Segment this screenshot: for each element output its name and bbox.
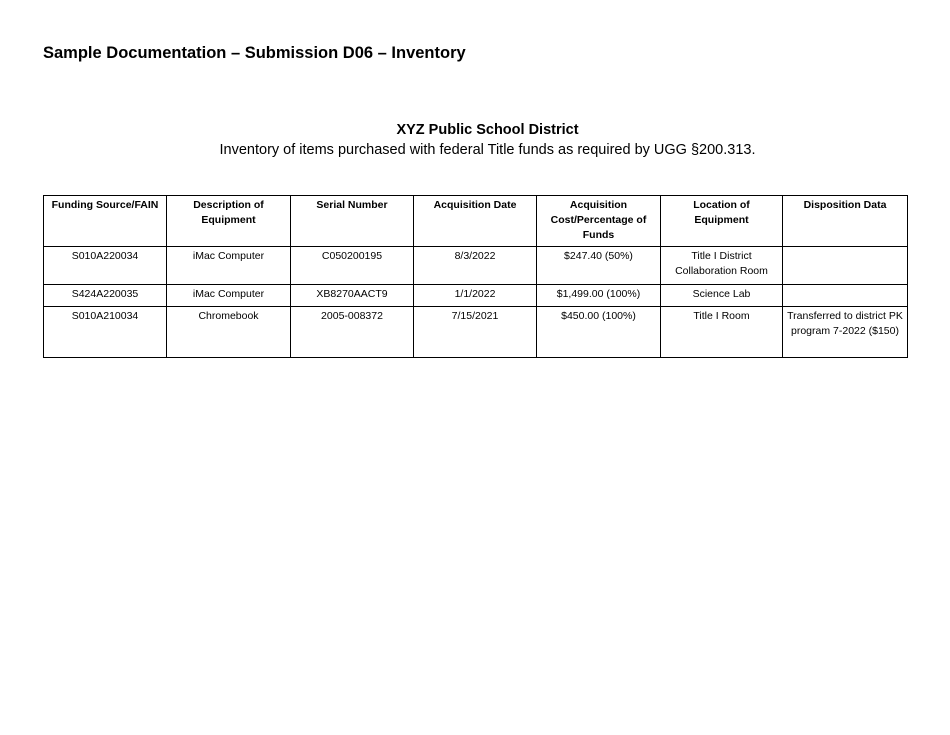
cell-acquisition-date: 8/3/2022: [414, 247, 537, 285]
cell-serial-number: 2005-008372: [291, 307, 414, 358]
header-block: [0, 120, 950, 161]
document-title: Sample Documentation – Submission D06 – Inventory: [43, 44, 466, 62]
cell-acquisition-date: 1/1/2022: [414, 285, 537, 307]
cell-funding-source: S424A220035: [44, 285, 167, 307]
header-serial-number: Serial Number: [291, 196, 414, 247]
cell-serial-number: C050200195: [291, 247, 414, 285]
cell-funding-source: S010A220034: [44, 247, 167, 285]
district-name: XYZ Public School District: [396, 122, 579, 138]
header-acquisition-date: Acquisition Date: [414, 196, 537, 247]
cell-acquisition-date: 7/15/2021: [414, 307, 537, 358]
header-disposition: Disposition Data: [783, 196, 908, 247]
header-description: Description of Equipment: [167, 196, 291, 247]
cell-disposition: [783, 285, 908, 307]
inventory-subtitle: Inventory of items purchased with federal Title funds as required by UGG §200.313.: [219, 142, 756, 158]
header-funding-source: Funding Source/FAIN: [44, 196, 167, 247]
table-row: [44, 247, 908, 285]
cell-serial-number: XB8270AACT9: [291, 285, 414, 307]
cell-acquisition-cost: $1,499.00 (100%): [537, 285, 661, 307]
table-row: [44, 285, 908, 307]
cell-description: iMac Computer: [167, 285, 291, 307]
cell-funding-source: S010A210034: [44, 307, 167, 358]
cell-description: Chromebook: [167, 307, 291, 358]
cell-location: Title I District Collaboration Room: [661, 247, 783, 285]
cell-location: Science Lab: [661, 285, 783, 307]
header-acquisition-cost: Acquisition Cost/Percentage of Funds: [537, 196, 661, 247]
header-location: Location of Equipment: [661, 196, 783, 247]
cell-acquisition-cost: $247.40 (50%): [537, 247, 661, 285]
header-row: [44, 196, 908, 247]
cell-location: Title I Room: [661, 307, 783, 358]
cell-acquisition-cost: $450.00 (100%): [537, 307, 661, 358]
cell-disposition: [783, 247, 908, 285]
cell-disposition: Transferred to district PK program 7-2022 ($150): [783, 307, 908, 358]
cell-description: iMac Computer: [167, 247, 291, 285]
table-row: [44, 307, 908, 358]
inventory-table: [43, 195, 908, 358]
